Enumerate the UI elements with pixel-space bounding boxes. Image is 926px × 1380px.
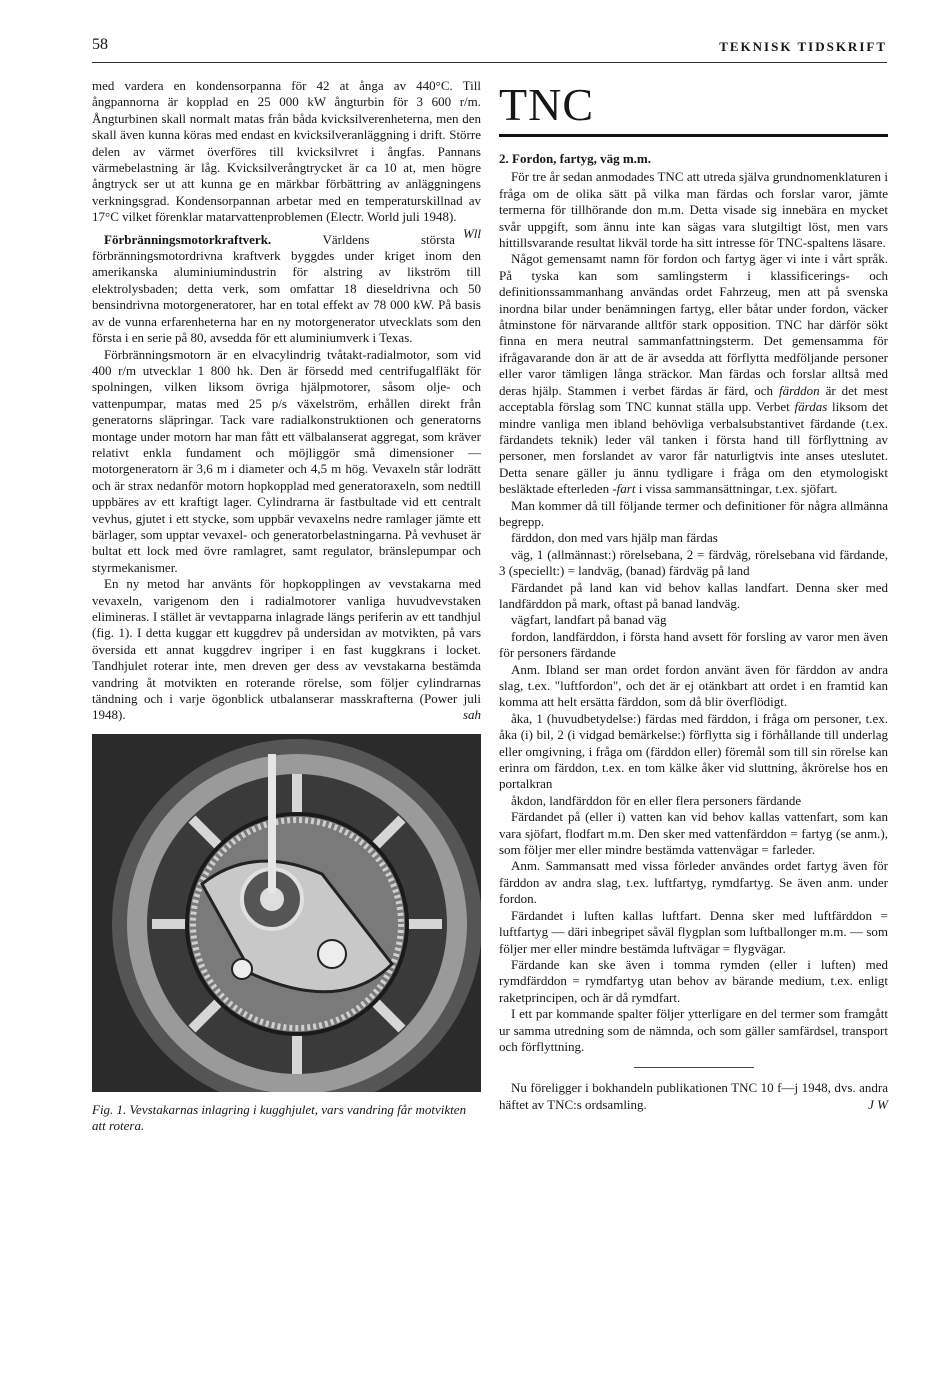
paragraph: Färdande kan ske även i tomma rymden (eller i luften) med rymdfärddon = rymdfartyg utan behov av bärande medium, t.ex. enligt raketprincipen, och är då rymdfart. <box>499 956 888 1005</box>
page-number: 58 <box>92 36 108 53</box>
paragraph: Man kommer då till följande termer och definitioner för några allmänna begrepp. <box>499 497 888 529</box>
paragraph: Något gemensamt namn för fordon och fartyg äger vi inte i vårt språk. På tyska kan som samlingsterm i klassificerings- och definitionssammanhang användas ordet Fahrzeug, men att på svenska inordna bilar under benämningen fartyg, eller båtar under fordon, väcker åtminstone för närvarande alltför stark opposition. TNC har därför sökt finna en mera neutral sammanfattningsterm. Det gemensamma för ifrågavarande don är att de är avsedda att förflytta medföljande personer eller varor tämligen långa sträckor. Man färdas och forslar alltså med deras hjälp. Stammen i verbet färdas är färd, och färddon är det mest acceptabla förslag som TNC kunnat ställa upp. Verbet färdas liksom det mindre vanliga men ibland behövliga verbalsubstantivet färdande (t.ex. färdandets teknik) leder väl tanken i första hand till förflyttning av personer, men forslandet av varor får naturligtvis inte anses uteslutet. Detta senare gäller ju ännu tydligare i fråga om den etymologiskt besläktade efterleden -fart i vissa sammansättningar, t.ex. sjöfart. <box>499 251 889 497</box>
paragraph: För tre år sedan anmodades TNC att utreda själva grundnomenklaturen i fråga om de olika sätt på vilka man färdas och forslar varor, jämte termerna för tillhörande don m.m. Detta visade sig innebära en mycket svår uppgift, som ännu inte kan sägas vara slutgiltigt löst, men vars hittillsvarande resultat likväl torde ha sitt intresse för TNC-spaltens läsare. <box>499 169 888 251</box>
term: -fart <box>612 481 636 497</box>
note: Anm. Sammansatt med vissa förleder användes ordet fartyg även för färddon av andra slag, t.ex. luftfartyg, rymdfartyg. Se även anm. under fordon. <box>499 858 888 907</box>
paragraph: Förbränningsmotorkraftverk. Världens största förbränningsmotordrivna kraftverk byggdes under kriget inom den amerikanska aluminiumindustrin för alstring av likström till elektrolysbaden; detta verk, som omfattar 18 dieseldrivna och 50 bensindrivna motorgeneratorer, har en total effekt av 78 000 kW. På basis av de vunna erfarenheterna har en ny motorgenerator utvecklats som den första i en serie på 80, avsedda för ett aluminiumverk i Texas. <box>92 231 481 346</box>
term-definition: fordon, landfärddon, i första hand avsett för forsling av varor men även för personers färdande <box>499 628 888 661</box>
term: färdas <box>794 399 828 415</box>
author-signature: Wll <box>462 225 481 241</box>
paragraph: En ny metod har använts för hopkopplingen av vevstakarna med vevaxeln, varigenom den i radialmotorer vanliga huvudvevstaken elimineras. I stället är vevtapparna inlagrade längs periferin av ett tandhjul (fig. 1). I detta kuggar ett kuggdrev på undersidan av motvikten, på vars översida ett annat kuggdrev ingriper i en fast kuggkrans i locket. Tandhjulet roterar inte, men dreven ger dess av vevstakarna bestämda vandring åt motvikten en roterande rörelse, som följer cylindrarnas tändning och i varje ögonblick utbalanserar masskrafterna (Power juli 1948). sah <box>92 576 481 723</box>
term-definition: väg, 1 (allmännast:) rörelsebana, 2 = färdväg, rörelsebana vid färdande, 3 (speciellt:) = landväg, (banad) färdväg på land <box>499 546 888 579</box>
section-title: 2. Fordon, fartyg, väg m.m. <box>499 151 652 166</box>
note: Anm. Ibland ser man ordet fordon använt även för färddon av andra slag, t.ex. "luftfordon", och det är ej otänkbart att ordet i en framtid kan komma att helt ersätta färddon, som då blir överflödigt. <box>499 661 888 710</box>
heading-rule <box>499 134 888 137</box>
paragraph: Nu föreligger i bokhandeln publikationen TNC 10 f—j 1948, dvs. andra häftet av TNC:s ordsamling. J W <box>499 1080 888 1112</box>
term-definition: vägfart, landfart på banad väg <box>511 612 667 628</box>
paragraph: Färdandet på (eller i) vatten kan vid behov kallas vattenfart, som kan vara sjöfart, flodfart m.m. Den sker med vattenfärddon = fartyg (se anm.), som följer mer eller mindre bestämda vattenvägar = farleder. <box>499 809 888 858</box>
engine-gear-illustration <box>92 734 481 1092</box>
paragraph: Färdandet på land kan vid behov kallas landfart. Denna sker med landfärddon på mark, oftast på banad landväg. <box>499 579 888 611</box>
paragraph: Färdandet i luften kallas luftfart. Denna sker med luftfärddon = luftfartyg — däri inbegripet såväl flygplan som luftballonger m.m. — som följer mer eller mindre bestämda luftvägar = flygvägar. <box>499 907 888 956</box>
header-rule <box>92 62 887 63</box>
term-definition: åkdon, landfärddon för en eller flera personers färdande <box>511 792 802 808</box>
page-header <box>92 36 887 60</box>
term-definition: färddon, don med vars hjälp man färdas <box>511 530 718 546</box>
paragraph: I ett par kommande spalter följer ytterligare en del termer som framgått ur samma utredning som de nämnda, och som gäller samfärdsel, transport och förflyttning. <box>499 1006 888 1054</box>
author-signature: sah <box>462 707 481 723</box>
figure-photo <box>92 734 481 1092</box>
author-signature: J W <box>868 1096 888 1112</box>
left-column <box>92 78 481 1134</box>
term-definition: åka, 1 (huvudbetydelse:) färdas med färddon, i fråga om personer, t.ex. åka (i) bil, 2 (i vidgad bemärkelse:) förflytta sig i förhållande till underlag eller omgivning, i fråga om (färddon eller) föremål som till sin rörelse kan erinra om färddon, t.ex. en tom kälke åker vid sluttning, åkrörelse hos en portalkran <box>499 710 888 792</box>
paragraph: med vardera en kondensorpanna för 42 at ånga av 440°C. Till ångpannorna är kopplad en 25 000 kW ångturbin för 3 600 r/m. Ångturbinen skall normalt matas från båda kvicksilverenheterna, men den skall även kunna köras med endast en kvicksilveranläggning i drift. Större delen av värmet överföres till kvicksilvret i ångfas. Pannans värmebelastning är låg. Kvicksilverångtrycket är ca 10 at, men högre ångtryck ser ut att kunna ge en märkbar förbättring av anläggningens verkningsgrad. Kondensorpannan arbetar med en temperaturskillnad av 17°C vilket förenklar matarvattenproblemen (Electr. World juli 1948). Wll <box>92 78 481 241</box>
tnc-heading: TNC <box>499 79 594 130</box>
paragraph: Förbränningsmotorn är en elvacylindrig tvåtakt-radialmotor, som vid 400 r/m utvecklar 1 800 hk. Den är försedd med centrifugalfläkt för spolningen, vilken liksom övriga hjälpmotorer, såsom olje- och vattenpumpar, matas med 25 p/s växelström, erhållen direkt från generatorns släpringar. Tack vare radialkonstruktionen och generatorns montage under motorn har man fått ett välbalanserat aggregat, som kräver relativt enkla fundament och möjliggör små dimensioner — motorgeneratorn är 3,6 m i diameter och 4,5 m hög. Vevaxeln står lodrätt och är strax nedanför motorn hopkopplad med generatoraxeln, som nedtill uppbäres av ett kraftigt lager. Cylindrarna är fastbultade vid ett centralt vevhus, gjutet i ett stycke, som uppbär vevaxelns nedre ramlager jämte ett bärlager, som upptar vevaxel- och generatorbelastningarna. På vevhuset är bultat ett lock med övre ramlagret, samt regulator, bränslepumpar och styrmekanismer. <box>92 346 481 575</box>
article-heading: Förbränningsmotorkraftverk. <box>104 231 272 247</box>
term: färddon <box>778 382 820 398</box>
section-end-rule <box>634 1067 754 1068</box>
right-column <box>499 78 888 1113</box>
journal-title: TEKNISK TIDSKRIFT <box>719 39 887 54</box>
figure-caption: Fig. 1. Vevstakarnas inlagring i kugghjulet, vars vandring får motvikten att rotera. <box>92 1101 467 1133</box>
